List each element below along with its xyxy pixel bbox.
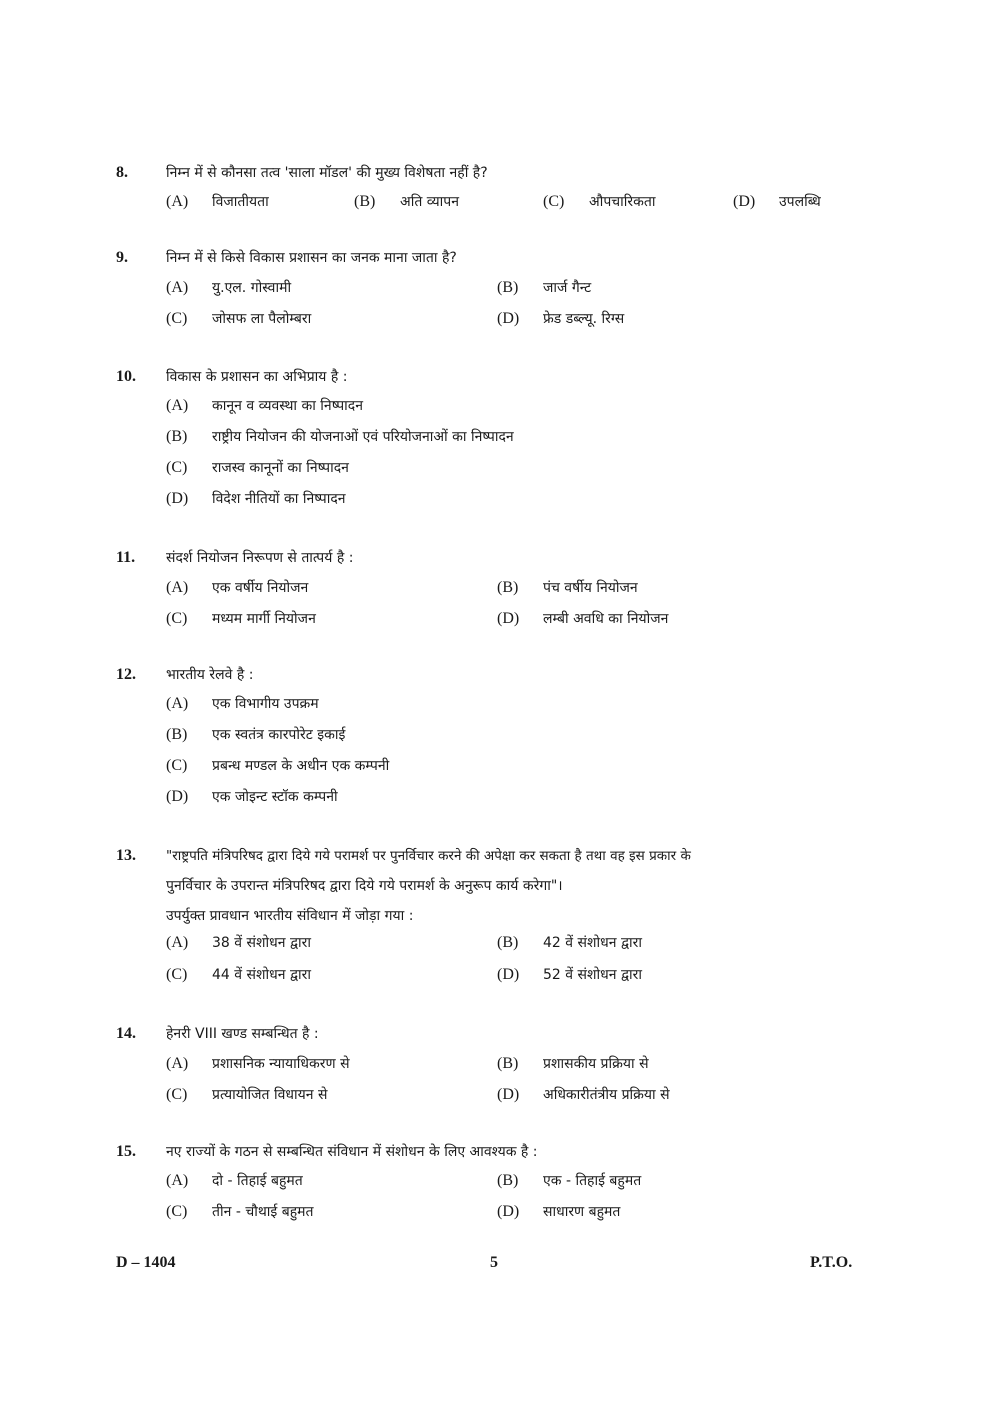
option-label: (C) xyxy=(166,1086,188,1103)
option-text: 52 वें संशोधन द्वारा xyxy=(543,967,642,983)
option-text: एक स्वतंत्र कारपोरेट इकाई xyxy=(212,727,346,743)
option-label: (A) xyxy=(166,397,189,414)
option-label: (C) xyxy=(543,193,565,210)
question-number: 12. xyxy=(116,666,136,683)
option-text: तीन - चौथाई बहुमत xyxy=(212,1204,314,1220)
option-c[interactable] xyxy=(166,609,316,628)
question-number: 10. xyxy=(116,368,136,385)
option-d[interactable] xyxy=(497,965,642,984)
option-text: एक - तिहाई बहुमत xyxy=(543,1173,642,1189)
question-number: 9. xyxy=(116,249,128,266)
option-label: (C) xyxy=(166,610,188,627)
option-label: (D) xyxy=(733,193,756,210)
option-label: (D) xyxy=(497,1086,520,1103)
option-label: (C) xyxy=(166,459,188,476)
option-label: (D) xyxy=(497,1203,520,1220)
page-number: 5 xyxy=(490,1254,498,1271)
option-text: फ्रेड डब्ल्यू. रिग्स xyxy=(543,311,625,327)
option-d[interactable] xyxy=(497,609,668,628)
option-d[interactable] xyxy=(497,1202,620,1221)
option-text: उपलब्धि xyxy=(779,194,821,210)
option-text: राष्ट्रीय नियोजन की योजनाओं एवं परियोजनाओं का निष्पादन xyxy=(212,429,514,445)
option-c[interactable] xyxy=(166,965,311,984)
option-label: (B) xyxy=(354,193,376,210)
option-c[interactable] xyxy=(166,458,349,477)
question-text-line-2: पुनर्विचार के उपरान्त मंत्रिपरिषद द्वारा दिये गये परामर्श के अनुरूप कार्य करेगा"। xyxy=(166,878,563,894)
question-text: विकास के प्रशासन का अभिप्राय है : xyxy=(166,369,348,385)
option-label: (C) xyxy=(166,1203,188,1220)
option-b[interactable] xyxy=(497,578,638,597)
option-text: एक विभागीय उपक्रम xyxy=(212,696,319,712)
option-a[interactable] xyxy=(166,278,291,297)
option-text: विदेश नीतियों का निष्पादन xyxy=(212,491,346,507)
question-number: 13. xyxy=(116,847,136,864)
question-text: नए राज्यों के गठन से सम्बन्धित संविधान में संशोधन के लिए आवश्यक है : xyxy=(166,1144,538,1160)
option-b[interactable] xyxy=(166,725,345,744)
option-a[interactable] xyxy=(166,192,269,211)
paper-code: D – 1404 xyxy=(116,1254,176,1271)
option-text: लम्बी अवधि का नियोजन xyxy=(543,611,669,627)
option-label: (A) xyxy=(166,279,189,296)
question-number: 15. xyxy=(116,1143,136,1160)
option-label: (A) xyxy=(166,1055,189,1072)
option-label: (B) xyxy=(166,428,188,445)
option-a[interactable] xyxy=(166,933,311,952)
option-d[interactable] xyxy=(497,309,624,328)
question-text: हेनरी VIII खण्ड सम्बन्धित है : xyxy=(166,1026,319,1042)
option-label: (B) xyxy=(497,1172,519,1189)
option-label: (A) xyxy=(166,1172,189,1189)
option-text: अधिकारीतंत्रीय प्रक्रिया से xyxy=(543,1087,670,1103)
question-number: 8. xyxy=(116,164,128,181)
option-text: जार्ज गैन्ट xyxy=(543,280,592,296)
option-d[interactable] xyxy=(166,787,338,806)
option-label: (D) xyxy=(497,966,520,983)
option-text: प्रत्यायोजित विधायन से xyxy=(212,1087,328,1103)
option-a[interactable] xyxy=(166,1171,303,1190)
option-c[interactable] xyxy=(166,756,389,775)
question-text-line-3: उपर्युक्त प्रावधान भारतीय संविधान में जोड़ा गया : xyxy=(166,908,414,924)
option-text: प्रबन्ध मण्डल के अधीन एक कम्पनी xyxy=(212,758,390,774)
option-label: (A) xyxy=(166,579,189,596)
option-text: 38 वें संशोधन द्वारा xyxy=(212,935,311,951)
option-a[interactable] xyxy=(166,396,363,415)
question-text: निम्न में से किसे विकास प्रशासन का जनक माना जाता है? xyxy=(166,250,457,266)
option-label: (B) xyxy=(166,726,188,743)
option-b[interactable] xyxy=(497,1171,641,1190)
question-text: संदर्श नियोजन निरूपण से तात्पर्य है : xyxy=(166,550,354,566)
option-text: साधारण बहुमत xyxy=(543,1204,621,1220)
option-c[interactable] xyxy=(166,1202,314,1221)
option-text: प्रशासकीय प्रक्रिया से xyxy=(543,1056,649,1072)
option-text: 42 वें संशोधन द्वारा xyxy=(543,935,642,951)
option-text: एक वर्षीय नियोजन xyxy=(212,580,309,596)
option-text: प्रशासनिक न्यायाधिकरण से xyxy=(212,1056,350,1072)
option-label: (C) xyxy=(166,310,188,327)
pto-label: P.T.O. xyxy=(810,1254,853,1271)
option-text: कानून व व्यवस्था का निष्पादन xyxy=(212,398,363,414)
option-text: विजातीयता xyxy=(212,194,269,210)
option-text: जोसफ ला पैलोम्बरा xyxy=(212,311,312,327)
option-b[interactable] xyxy=(497,278,591,297)
option-a[interactable] xyxy=(166,694,319,713)
question-text-line-1: "राष्ट्रपति मंत्रिपरिषद द्वारा दिये गये परामर्श पर पुनर्विचार करने की अपेक्षा कर सकता है तथा वह इस प्रकार के xyxy=(166,848,691,864)
option-text: 44 वें संशोधन द्वारा xyxy=(212,967,311,983)
question-number: 11. xyxy=(116,549,136,566)
option-d[interactable] xyxy=(166,489,346,508)
option-b[interactable] xyxy=(354,192,459,211)
question-text: भारतीय रेलवे है : xyxy=(166,667,254,683)
option-label: (D) xyxy=(497,310,520,327)
option-label: (B) xyxy=(497,1055,519,1072)
option-label: (B) xyxy=(497,279,519,296)
option-label: (A) xyxy=(166,695,189,712)
option-text: राजस्व कानूनों का निष्पादन xyxy=(212,460,349,476)
option-label: (B) xyxy=(497,579,519,596)
option-text: पंच वर्षीय नियोजन xyxy=(543,580,638,596)
question-number: 14. xyxy=(116,1025,136,1042)
option-d[interactable] xyxy=(497,1085,670,1104)
option-d[interactable] xyxy=(733,192,821,211)
option-text: मध्यम मार्गी नियोजन xyxy=(212,611,316,627)
option-text: यु.एल. गोस्वामी xyxy=(212,280,292,296)
option-c[interactable] xyxy=(166,1085,327,1104)
option-b[interactable] xyxy=(497,933,642,952)
option-c[interactable] xyxy=(543,192,656,211)
option-label: (C) xyxy=(166,757,188,774)
option-text: एक जोइन्ट स्टॉक कम्पनी xyxy=(212,789,338,805)
option-a[interactable] xyxy=(166,1054,350,1073)
option-c[interactable] xyxy=(166,309,311,328)
option-label: (A) xyxy=(166,934,189,951)
option-a[interactable] xyxy=(166,578,308,597)
option-label: (D) xyxy=(166,788,189,805)
option-label: (B) xyxy=(497,934,519,951)
option-label: (D) xyxy=(166,490,189,507)
option-text: औपचारिकता xyxy=(589,194,656,210)
option-b[interactable] xyxy=(497,1054,649,1073)
option-b[interactable] xyxy=(166,427,514,446)
option-label: (A) xyxy=(166,193,189,210)
option-text: दो - तिहाई बहुमत xyxy=(212,1173,303,1189)
option-text: अति व्यापन xyxy=(400,194,460,210)
question-text: निम्न में से कौनसा तत्व 'साला मॉडल' की मुख्य विशेषता नहीं है? xyxy=(166,165,488,181)
option-label: (D) xyxy=(497,610,520,627)
option-label: (C) xyxy=(166,966,188,983)
